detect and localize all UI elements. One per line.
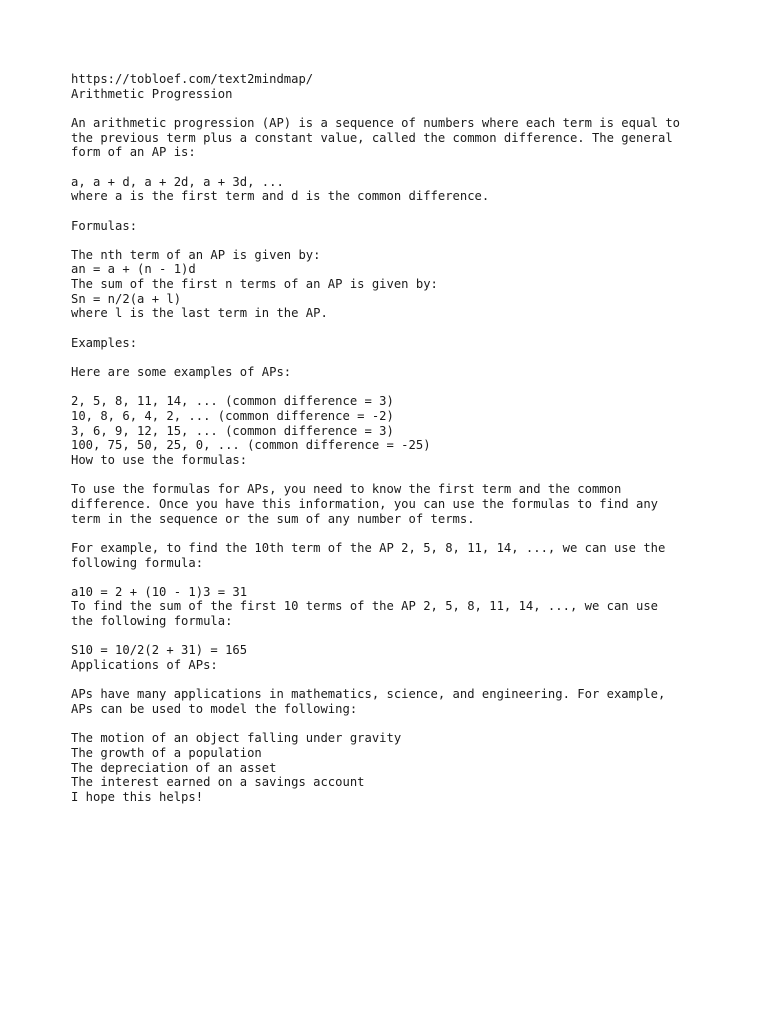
howto-line: To use the formulas for APs, you need to know the first term and the common: [71, 482, 622, 497]
spacer: [71, 570, 751, 585]
source-url: https://tobloef.com/text2mindmap/: [71, 72, 314, 86]
spacer: [71, 321, 751, 336]
example-item: 3, 6, 9, 12, 15, ... (common difference = 3): [71, 423, 394, 438]
intro-line: form of an AP is:: [71, 145, 196, 160]
formula-line: Sn = n/2(a + l): [71, 291, 182, 306]
examples-heading: Examples:: [71, 335, 138, 350]
applications-line: APs can be used to model the following:: [71, 702, 358, 717]
spacer: [71, 233, 751, 248]
formula-line: The sum of the first n terms of an AP is given by:: [71, 277, 438, 292]
application-item: The depreciation of an asset: [71, 760, 277, 775]
howto-line: term in the sequence or the sum of any number of terms.: [71, 511, 475, 526]
formula-line: an = a + (n - 1)d: [71, 262, 196, 277]
formulas-heading: Formulas:: [71, 218, 138, 233]
s10-formula: S10 = 10/2(2 + 31) = 165: [71, 643, 248, 658]
intro-line: the previous term plus a constant value, called the common difference. The general: [71, 130, 673, 145]
formula-line: The nth term of an AP is given by:: [71, 247, 321, 262]
applications-heading: Applications of APs:: [71, 658, 218, 673]
example-item: 10, 8, 6, 4, 2, ... (common difference = -2): [71, 408, 394, 423]
applications-line: APs have many applications in mathematics, science, and engineering. For example,: [71, 687, 666, 702]
examples-intro: Here are some examples of APs:: [71, 365, 292, 380]
spacer: [71, 204, 751, 219]
spacer: [71, 629, 751, 644]
howto-line: difference. Once you have this information, you can use the formulas to find any: [71, 496, 658, 511]
sum-para-line: To find the sum of the first 10 terms of the AP 2, 5, 8, 11, 14, ..., we can use: [71, 599, 658, 614]
example-item: 100, 75, 50, 25, 0, ... (common difference = -25): [71, 438, 431, 453]
formula-line: where l is the last term in the AP.: [71, 306, 328, 321]
general-form: a, a + d, a + 2d, a + 3d, ...: [71, 174, 284, 189]
application-item: The interest earned on a savings account: [71, 775, 365, 790]
spacer: [71, 101, 751, 116]
general-form-note: where a is the first term and d is the common difference.: [71, 189, 490, 204]
spacer: [71, 526, 751, 541]
howto-heading: How to use the formulas:: [71, 452, 248, 467]
spacer: [71, 673, 751, 688]
spacer: [71, 160, 751, 175]
spacer: [71, 468, 751, 483]
example-para-line: For example, to find the 10th term of the AP 2, 5, 8, 11, 14, ..., we can use the: [71, 540, 666, 555]
intro-line: An arithmetic progression (AP) is a sequence of numbers where each term is equal to: [71, 115, 681, 130]
spacer: [71, 380, 751, 395]
spacer: [71, 350, 751, 365]
example-para-line: following formula:: [71, 555, 204, 570]
application-item: The motion of an object falling under gravity: [71, 731, 402, 746]
application-item: The growth of a population: [71, 745, 262, 760]
document-title: Arithmetic Progression: [71, 86, 233, 101]
example-item: 2, 5, 8, 11, 14, ... (common difference = 3): [71, 394, 394, 409]
document-page: [71, 72, 751, 805]
closing-line: I hope this helps!: [71, 789, 204, 804]
a10-formula: a10 = 2 + (10 - 1)3 = 31: [71, 584, 248, 599]
spacer: [71, 717, 751, 732]
sum-para-line: the following formula:: [71, 614, 233, 629]
